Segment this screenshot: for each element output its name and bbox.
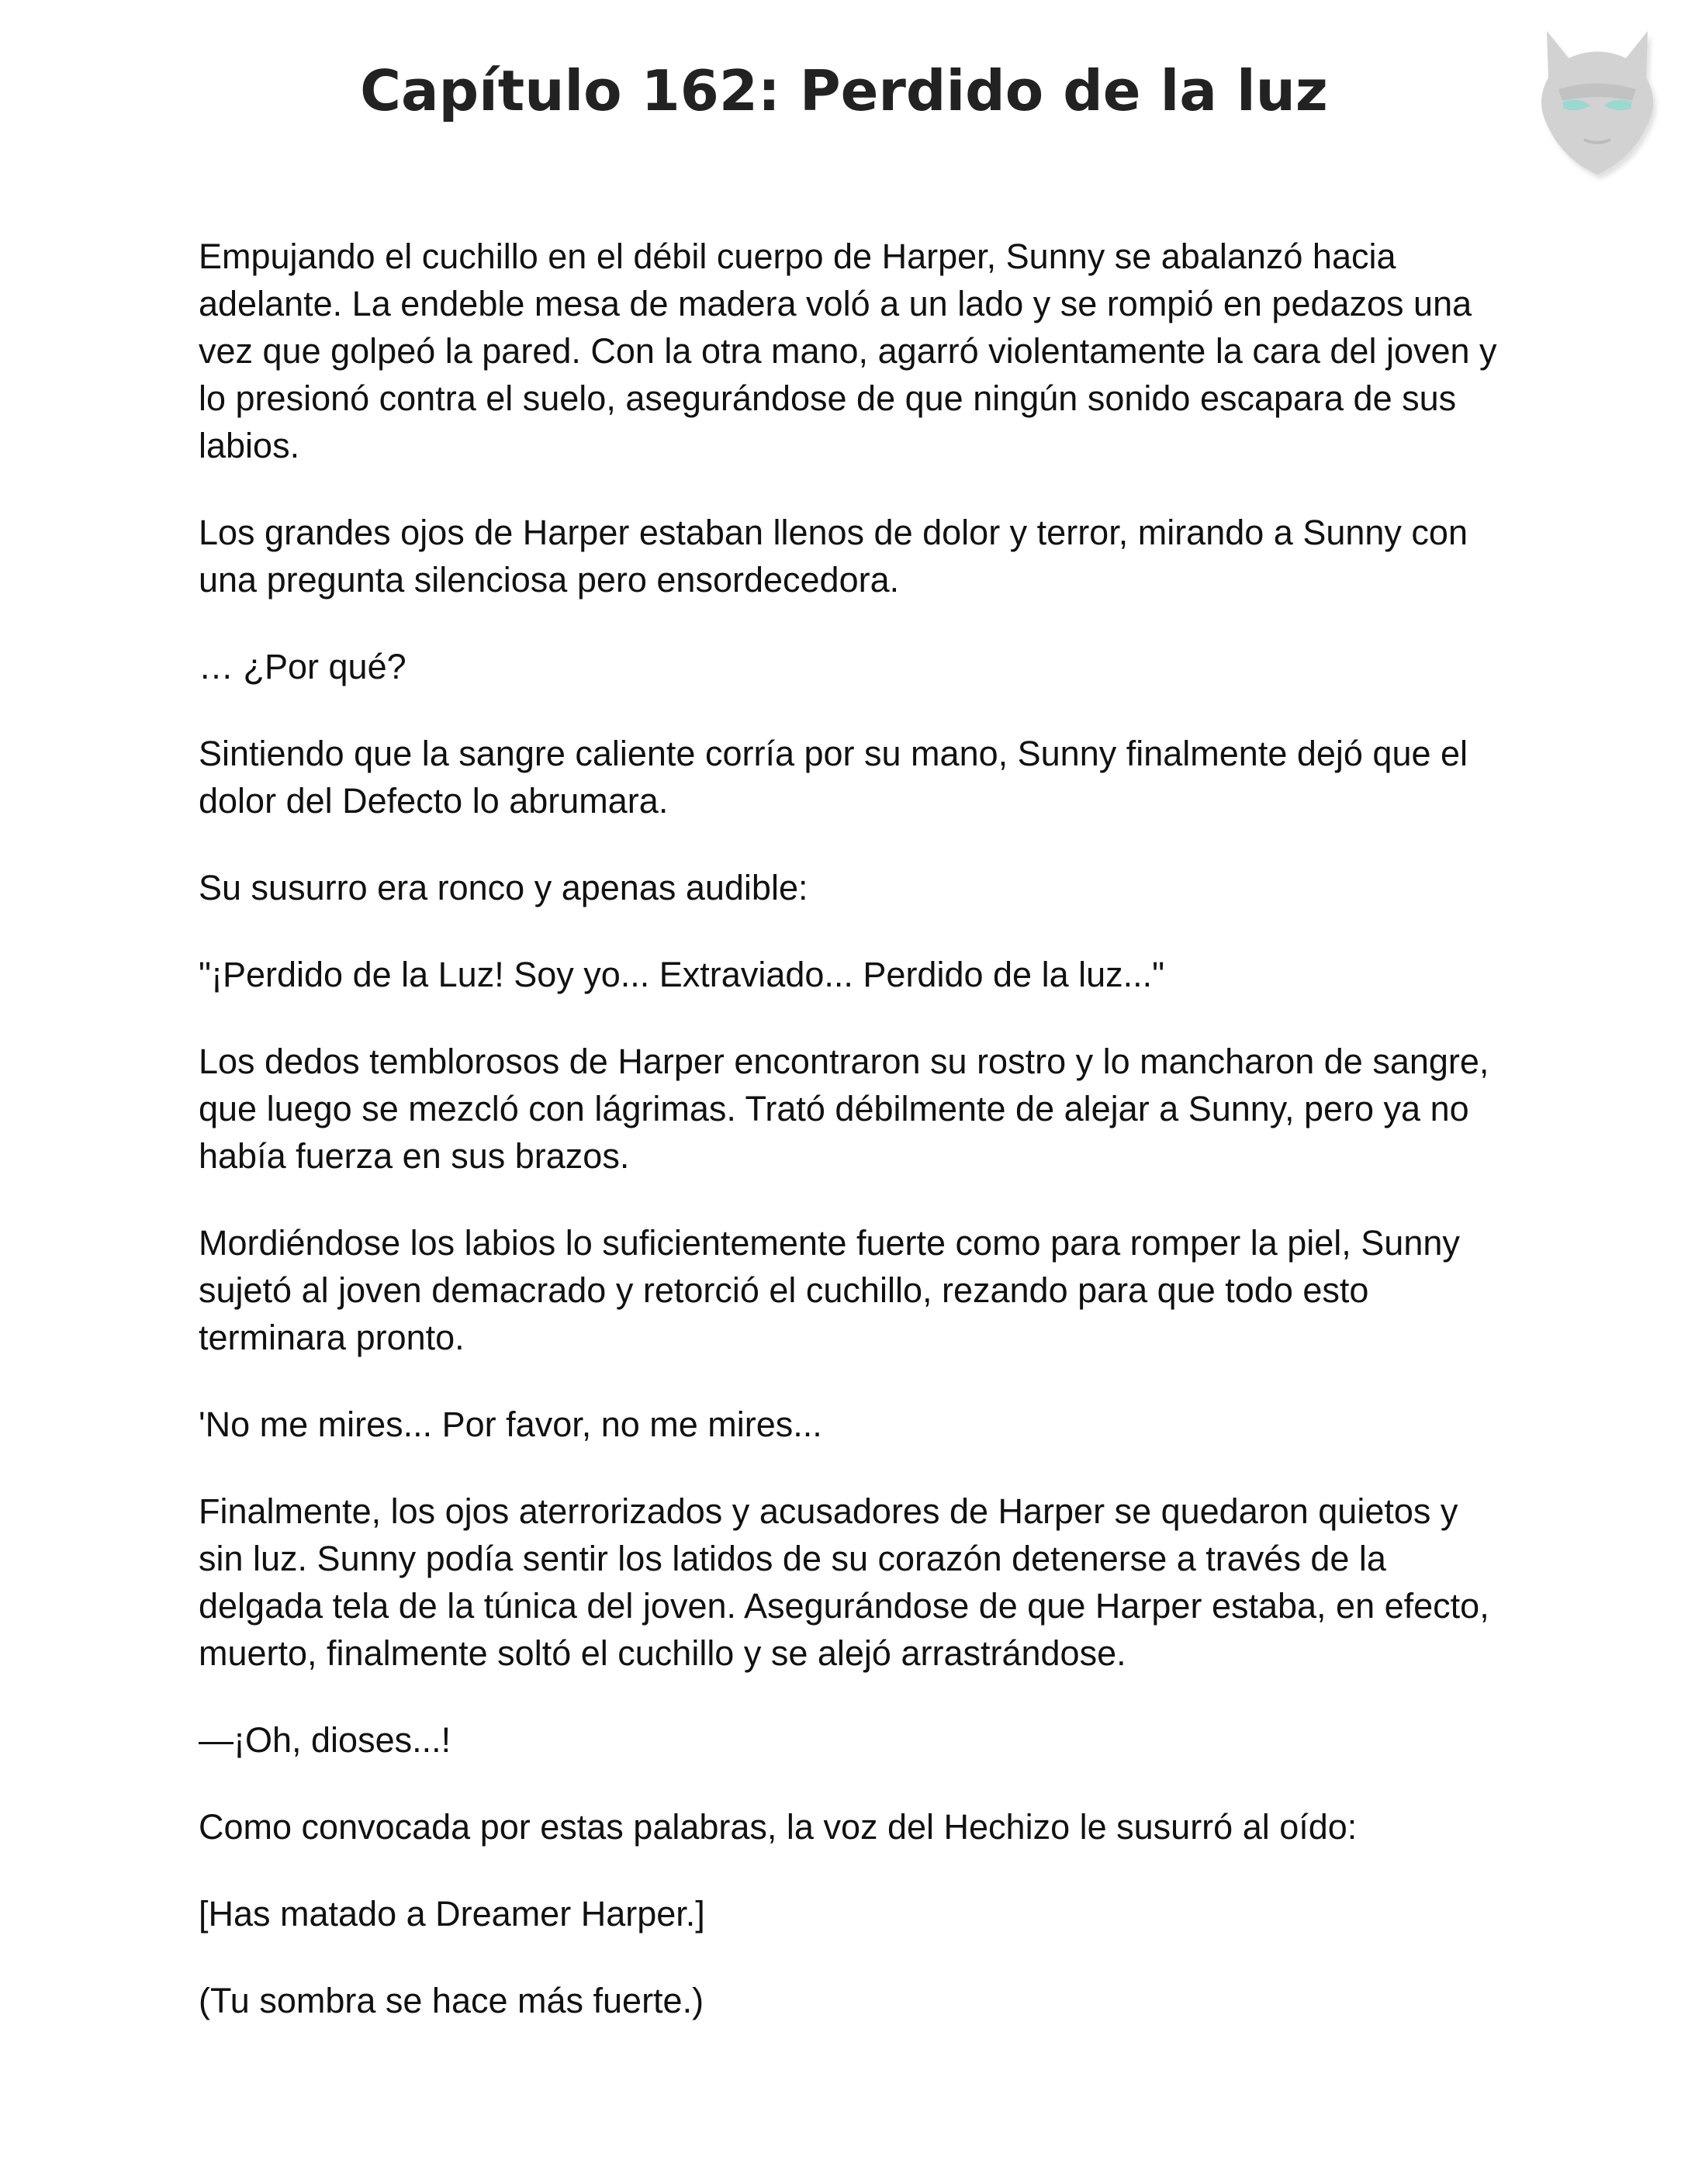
paragraph: —¡Oh, dioses...! [199,1720,451,1760]
chapter-body [199,233,1502,2064]
paragraph: Finalmente, los ojos aterrorizados y acusadores de Harper se quedaron quietos y sin luz. Sunny podía sentir los latidos de su corazón detenerse a través de la delgada tela de la túnica del joven. Asegurándose de que Harper estaba, en efecto, muerto, finalmente soltó el cuchillo y se alejó arrastrándose. [199,1491,1489,1673]
paragraph: Mordiéndose los labios lo suficientemente fuerte como para romper la piel, Sunny sujetó al joven demacrado y retorció el cuchillo, rezando para que todo esto terminara pronto. [199,1223,1460,1357]
paragraph: … ¿Por qué? [199,647,406,686]
paragraph: (Tu sombra se hace más fuerte.) [199,1981,704,2020]
paragraph: Sintiendo que la sangre caliente corría por su mano, Sunny finalmente dejó que el dolor del Defecto lo abrumara. [199,734,1468,821]
paragraph: Como convocada por estas palabras, la voz del Hechizo le susurró al oído: [199,1807,1358,1847]
paragraph: "¡Perdido de la Luz! Soy yo... Extraviado... Perdido de la luz..." [199,955,1165,994]
chapter-title: Capítulo 162: Perdido de la luz [360,58,1328,123]
devil-head-icon [1524,16,1671,186]
paragraph: Empujando el cuchillo en el débil cuerpo de Harper, Sunny se abalanzó hacia adelante. La endeble mesa de madera voló a un lado y se rompió en pedazos una vez que golpeó la pared. Con la otra mano, agarró violentamente la cara del joven y lo presionó contra el suelo, asegurándose de que ningún sonido escapara de sus labios. [199,237,1497,465]
paragraph: [Has matado a Dreamer Harper.] [199,1894,705,1933]
paragraph: Los grandes ojos de Harper estaban llenos de dolor y terror, mirando a Sunny con una pregunta silenciosa pero ensordecedora. [199,513,1468,600]
paragraph: Su susurro era ronco y apenas audible: [199,868,808,907]
paragraph: 'No me mires... Por favor, no me mires... [199,1405,822,1444]
paragraph: Los dedos temblorosos de Harper encontraron su rostro y lo mancharon de sangre, que luego se mezcló con lágrimas. Trató débilmente de alejar a Sunny, pero ya no había fuerza en sus brazos. [199,1042,1489,1176]
